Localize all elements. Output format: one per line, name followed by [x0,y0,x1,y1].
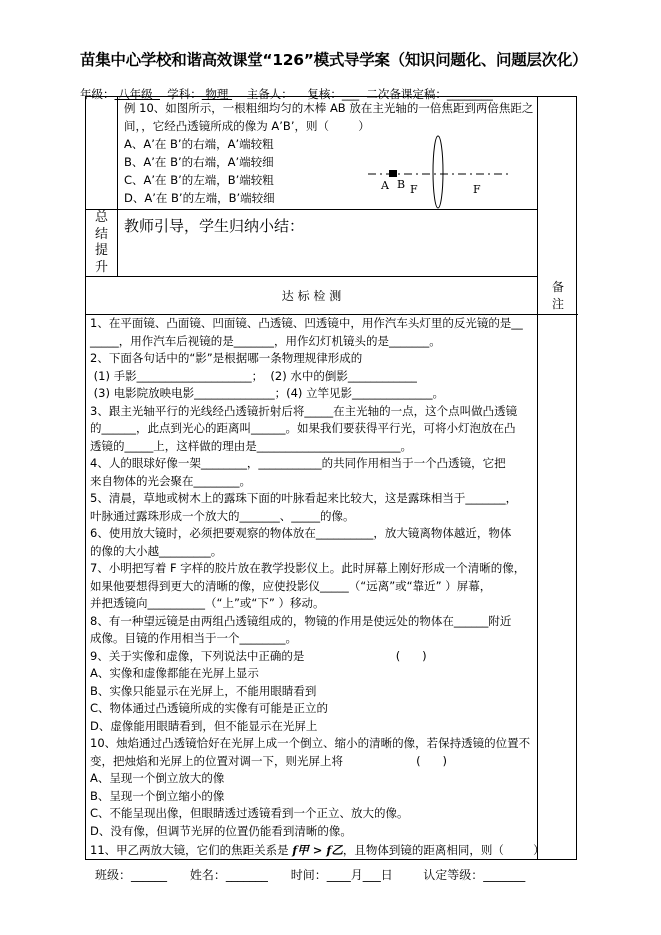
q11-post: ，且物体到镜的距离相同，则（ ） [342,843,545,857]
question-line: 来自物体的光会聚在________。 [90,473,251,488]
grade-value: 八年级 [114,87,160,101]
side-char: 提 [94,243,108,258]
lens-diagram [368,133,528,209]
rod-ab [389,170,397,177]
note-header [538,277,578,315]
final-value: ________ [446,87,493,101]
question-line: B、实像只能显示在光屏上，不能用眼睛看到 [90,683,317,698]
question-11 [90,842,545,860]
question-line: (1) 手影____________________； (2) 水中的倒影____________ [90,368,417,383]
question-line: 1、在平面镜、凸面镜、凹面镜、凸透镜、凹透镜中，用作汽车头灯里的反光镜的是__ [90,316,523,330]
question-line: 的像的大小越_________。 [90,543,223,558]
question-line: D、虚像能用眼睛看到，但不能显示在光屏上 [90,718,318,733]
question-line: 2、下面各句话中的“影”是根据哪一条物理规律形成的 [90,351,363,365]
question-line: C、物体通过凸透镜所成的实像有可能是正立的 [90,701,329,715]
footer-info: 班级：______ 姓名：_______ 时间：____月___日 认定等级：_______ [95,868,526,882]
question-line: D、没有像，但调节光屏的位置仍能看到清晰的像。 [90,823,352,838]
question-line: 变，把烛焰和光屏上的位置对调一下，则光屏上将 ( ) [90,753,448,768]
question-line: 10、烛焰通过凸透镜恰好在光屏上成一个倒立、缩小的清晰的像，若保持透镜的位置不 [90,736,531,750]
summary-text: 教师引导，学生归纳小结： [118,210,538,277]
question-line: 6、使用放大镜时，必须把要观察的物体放在__________，放大镜离物体越近，物体 [90,526,512,540]
question-line: 5、清晨，草地或树木上的露珠下面的叶脉看起来比较大，这是露珠相当于_______， [90,491,518,505]
question-line: C、不能呈现出像，但眼睛透过透镜看到一个正立、放大的像。 [90,806,409,820]
question-line: 8、有一种望远镜是由两组凸透镜组成的，物镜的作用是使远处的物体在______附近 [90,613,512,628]
lesson-table [85,96,577,860]
side-char: 升 [94,259,108,275]
page-title: 苗集中心学校和谐高效课堂“126”模式导学案（知识问题化、问题层次化） [80,51,588,69]
q11-pre: 11、甲乙两放大镜，它们的焦距关系是 [90,843,293,857]
final-label: 二次备课定稿： [366,87,447,101]
label-b: B [397,178,406,191]
question-line: 透镜的_____上，这样做的理由是_________________________。 [90,438,412,453]
question-line: 叶脉通过露珠形成一个放大的_______、_____的像。 [90,508,355,523]
example-line: D、A’在 B’的左端，B’端较细 [124,191,275,205]
question-line: 并把透镜向__________（“上”或“下” ）移动。 [90,596,325,610]
focal-formula: f甲 > f乙 [292,843,343,857]
note-char: 备 [551,280,564,294]
side-char: 总 [94,210,108,225]
summary-side-label [86,210,118,277]
example-line: C、A’在 B’的左端，B’端较粗 [124,173,274,187]
question-line: 3、跟主光轴平行的光线经凸透镜折射后将_____在主光轴的一点，这个点叫做凸透镜 [90,403,518,418]
example-line: B、A’在 B’的右端，A’端较细 [124,155,274,169]
label-focus-left: F [410,183,418,196]
subject-label: 学科： [167,87,202,101]
reviewer-value: ___ [341,87,360,101]
question-line: 4、人的眼球好像一架________，___________的共同作用相当于一个凸透镜，它把 [90,456,506,470]
note-char: 注 [551,297,564,311]
example-line: 间，，它经凸透镜所成的像为 A’B’，则（ ） [124,119,370,133]
side-char: 结 [94,226,108,242]
question-line: 的______，此点到光心的距离叫______。如果我们要获得平行光，可将小灯泡放在凸 [90,421,516,435]
question-line: 9、关于实像和虚像，下列说法中正确的是 ( ) [90,648,427,663]
row1-label-cell [86,97,118,210]
example-cell [118,97,538,210]
question-line: B、呈现一个倒立缩小的像 [90,788,225,803]
example-line: 例 10、如图所示，一根粗细均匀的木棒 AB 放在主光轴的一倍焦距到两倍焦距之 [124,101,534,115]
question-line: (3) 电影院放映电影______________；(4) 立竿见影______________。 [90,386,445,400]
label-a: A [381,179,389,192]
check-questions [86,315,545,860]
check-header: 达 标 检 测 [86,277,538,315]
subject-value: 物理 [201,87,233,101]
preparer-label: 主备人： [246,87,293,101]
question-line: _____，用作汽车后视镜的是_______，用作幻灯机镜头的是_______。 [90,333,441,348]
question-line: A、呈现一个倒立放大的像 [90,771,225,785]
example-line: A、A’在 B’的右端，A’端较粗 [124,137,274,151]
label-focus-right: F [473,183,481,196]
question-line: A、实像和虚像都能在光屏上显示 [90,666,259,680]
convex-lens [433,136,443,208]
grade-label: 年级： [80,87,115,101]
question-line: 成像。目镜的作用相当于一个________。 [90,631,297,645]
question-line: 如果他要想得到更大的清晰的像，应使投影仪_____（“远离”或“靠近” ）屏幕， [90,578,492,593]
reviewer-label: 复核： [307,87,342,101]
question-line: 7、小明把写着 F 字样的胶片放在教学投影仪上。此时屏幕上刚好形成一个清晰的像， [90,561,526,575]
